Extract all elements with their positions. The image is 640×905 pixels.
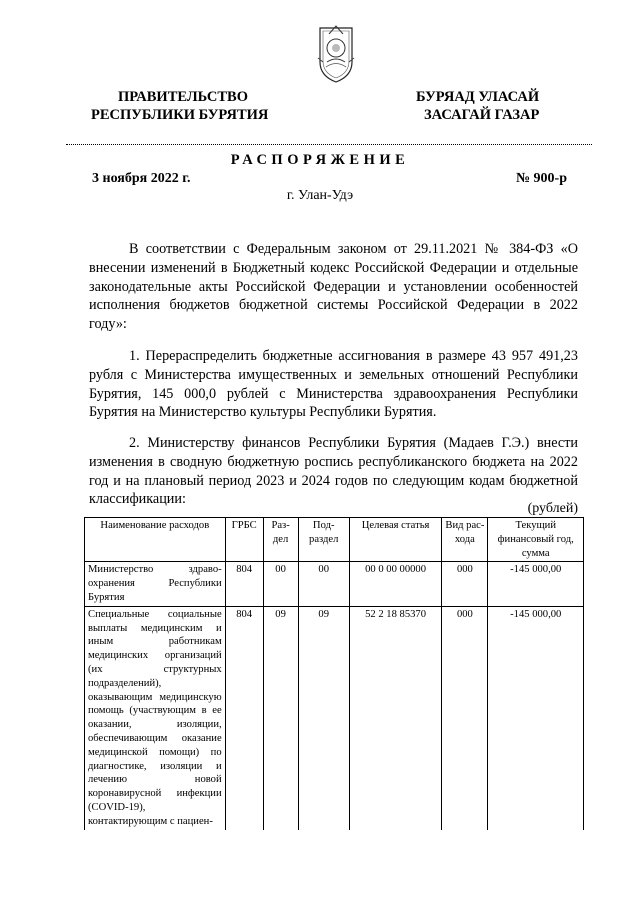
col-header-vid: Вид рас-хода xyxy=(442,518,488,562)
government-name-ru xyxy=(118,88,248,107)
col-header-podrazdel: Под-раздел xyxy=(298,518,349,562)
table-row xyxy=(85,562,584,606)
row-name: Министерство здраво-охранения Республики Бурятия xyxy=(85,562,226,606)
item-1-paragraph: 1. Перераспределить бюджетные ассигнования в размере 43 957 491,23 рубля с Министерства имущественных и земельных отношений Республики Бурятия, 145 000,0 рублей с Министерства здравоохранения Республики Бурятия на Министерство культуры Республики Бурятия. xyxy=(89,348,578,421)
intro-paragraph: В соответствии с Федеральным законом от 29.11.2021 № 384-ФЗ «О внесении изменений в Бюджетный кодекс Российской Федерации и отдельные законодательные акты Российской Федерации и установлении особенностей исполнения бюджетов бюджетной системы Российской Федерации в 2022 году»: xyxy=(89,241,578,333)
row-vid: 000 xyxy=(442,606,488,829)
government-name-ru-line1: ПРАВИТЕЛЬСТВО xyxy=(118,89,248,105)
government-name-bua-line2-wrap xyxy=(424,106,539,125)
row-razdel: 09 xyxy=(263,606,298,829)
row-celevaya: 52 2 18 85370 xyxy=(349,606,441,829)
col-header-razdel: Раз-дел xyxy=(263,518,298,562)
government-name-bua xyxy=(416,88,539,107)
row-name: Специальные социальные выплаты медицинским и иным работникам медицинских организаций (их структурных подразделений), оказывающим медицинскую помощь (участвующим в ее оказании, изоляции, обеспечивающим оказание медицинской помощи) по диагностике, изоляции и лечению новой коронавирусной инфекции (COVID-19), контактирующим с пациен- xyxy=(85,606,226,829)
table-header-row xyxy=(85,518,584,562)
government-name-bua-line2: ЗАСАГАЙ ГАЗАР xyxy=(424,107,540,123)
row-podrazdel: 00 xyxy=(298,562,349,606)
document-number: № 900-р xyxy=(515,171,567,186)
row-celevaya: 00 0 00 00000 xyxy=(349,562,441,606)
document-title: РАСПОРЯЖЕНИЕ xyxy=(230,152,410,168)
row-summa: -145 000,00 xyxy=(488,606,584,829)
col-header-name: Наименование расходов xyxy=(85,518,226,562)
row-razdel: 00 xyxy=(263,562,298,606)
col-header-summa: Текущий финансовый год, сумма xyxy=(488,518,584,562)
row-grbs: 804 xyxy=(225,562,263,606)
row-vid: 000 xyxy=(442,562,488,606)
emblem-logo xyxy=(314,22,358,84)
table-row xyxy=(85,606,584,829)
document-date: 3 ноября 2022 г. xyxy=(92,171,191,186)
government-name-bua-line1: БУРЯАД УЛАСАЙ xyxy=(416,89,540,105)
emblem-icon xyxy=(314,22,358,84)
row-podrazdel: 09 xyxy=(298,606,349,829)
item-2-paragraph: 2. Министерству финансов Республики Бурятия (Мадаев Г.Э.) внести изменения в сводную бюджетную роспись республиканского бюджета на 2022 год и на плановый период 2023 и 2024 годов по следующим кодам бюджетной классификации: xyxy=(89,435,578,508)
row-grbs: 804 xyxy=(225,606,263,829)
header-divider xyxy=(66,144,592,145)
document-city: г. Улан-Удэ xyxy=(286,188,354,203)
col-header-grbs: ГРБС xyxy=(225,518,263,562)
col-header-celevaya: Целевая статья xyxy=(349,518,441,562)
government-name-ru-line2: РЕСПУБЛИКИ БУРЯТИЯ xyxy=(91,107,269,123)
unit-label: (рублей) xyxy=(527,501,578,516)
row-summa: -145 000,00 xyxy=(488,562,584,606)
government-name-ru-line2-wrap xyxy=(91,106,268,125)
budget-table xyxy=(84,517,584,830)
